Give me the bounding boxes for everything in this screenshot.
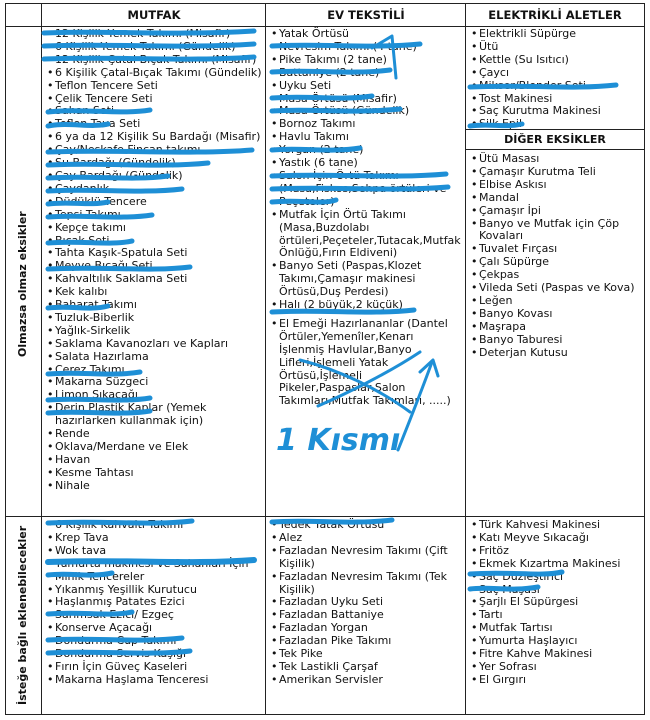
grid-line-v1 (41, 4, 42, 714)
list-item: • Banyo Seti (Paspas,Klozet Takımı,Çamaşır makinesi Örtüsü,Duş Perdesi) (270, 260, 462, 299)
list-item: • Yıkanmış Yeşillik Kurutucu (46, 584, 262, 597)
list-item: • Kepçe takımı (46, 222, 262, 235)
list-item: • Halı (2 büyük,2 küçük) (270, 299, 462, 312)
list-item: • Tepsi Takımı (46, 209, 262, 222)
list-item: • Fazladan Nevresim Takımı (Çift Kişilik) (270, 545, 462, 571)
list-item: • Banyo ve Mutfak için Çöp Kovaları (470, 218, 642, 244)
list-item: • Yumurta Haşlayıcı (470, 635, 642, 648)
list-item: • Bornoz Takımı (270, 118, 462, 131)
list-item: • Kek kalıbı (46, 286, 262, 299)
handwritten-note: 1 Kısmı (276, 423, 401, 458)
list-item: • Fazladan Pike Takımı (270, 635, 462, 648)
list-item: • Makarna Haşlama Tenceresi (46, 674, 262, 687)
row-label-olmazsa: Olmazsa olmaz eksikler (16, 211, 29, 357)
list-item: • Haşlanmış Patates Ezici (46, 596, 262, 609)
list-item: • Fazladan Yorgan (270, 622, 462, 635)
list-item: • Çaycı (470, 67, 642, 80)
list-item: • Tek Pike (270, 648, 462, 661)
list-istege-mutfak (46, 519, 262, 687)
list-item: • Konserve Açacağı (46, 622, 262, 635)
list-item: • Elektrikli Süpürge (470, 28, 642, 41)
list-item: • Yatak Örtüsü (270, 28, 462, 41)
list-item: • Ütü Masası (470, 153, 642, 166)
list-item: • Yer Sofrası (470, 661, 642, 674)
list-item: • Kesme Tahtası (46, 467, 262, 480)
list-item: • Wok tava (46, 545, 262, 558)
cell-olmazsa-diger (470, 153, 642, 360)
grid-line-diger-header (466, 149, 644, 150)
list-item: • Amerikan Servisler (270, 674, 462, 687)
list-item: • Ütü (470, 41, 642, 54)
list-item: • Derin Plastik Kaplar (Yemek hazırlarken kullanmak için) (46, 402, 262, 428)
list-item: • Leğen (470, 295, 642, 308)
list-item: • Tartı (470, 609, 642, 622)
list-item: • Şarjlı El Süpürgesi (470, 596, 642, 609)
grid-line-v2 (265, 4, 266, 714)
list-item: • Havlu Takımı (270, 131, 462, 144)
header-elektrikli: ELEKTRİKLİ ALETLER (466, 4, 644, 27)
list-item: • Yastık (6 tane) (270, 157, 462, 170)
list-item: • Çamaşır Kurutma Teli (470, 166, 642, 179)
list-item: • Çalı Süpürge (470, 256, 642, 269)
list-item: • Deterjan Kutusu (470, 347, 642, 360)
list-item: • Yorgan (2 tane) (270, 144, 462, 157)
list-item: • Dondurma Servis Kaşığı (46, 648, 262, 661)
list-item: • Meyve Bıçağı Seti (46, 260, 262, 273)
cell-olmazsa-mutfak (46, 28, 262, 493)
list-item: • Yumurta makinesi ve Sahanları İçin Minik Tencereler (46, 558, 262, 584)
list-item: • 12 Kişilik Yemek Takımı (Misafir) (46, 28, 262, 41)
list-item: • Fazladan Nevresim Takımı (Tek Kişilik) (270, 571, 462, 597)
list-item: • Bıçak Seti (46, 235, 262, 248)
list-item: • Tahta Kaşık-Spatula Seti (46, 247, 262, 260)
list-item: • Kettle (Su Isıtıcı) (470, 54, 642, 67)
cell-istege-elektrikli (470, 519, 642, 687)
list-item: • Saç Kurutma Makinesi (470, 105, 642, 118)
list-olmazsa-diger (470, 153, 642, 360)
list-item: • Teflon Tava Seti (46, 118, 262, 131)
list-item: • Silk Epil (470, 118, 642, 131)
list-item: • Tuvalet Fırçası (470, 243, 642, 256)
list-item: • Çekpas (470, 269, 642, 282)
checklist-table (5, 3, 645, 715)
list-olmazsa-mutfak (46, 28, 262, 493)
list-item: • Teflon Tencere Seti (46, 80, 262, 93)
cell-olmazsa-ev-tekstili (270, 28, 462, 408)
header-ev-tekstili: EV TEKSTİLİ (266, 4, 466, 27)
list-item: • Battaniye (2 tane) (270, 67, 462, 80)
header-mutfak: MUTFAK (42, 4, 266, 27)
list-item: • Nihale (46, 480, 262, 493)
grid-line-v3 (465, 4, 466, 714)
list-item: • Elbise Askısı (470, 179, 642, 192)
list-item: • Düdüklü Tencere (46, 196, 262, 209)
row-label-istege: İsteğe bağlı eklenebilecekler (16, 525, 29, 705)
list-olmazsa-elektrikli (470, 28, 642, 131)
list-item: • Çelik Tencere Seti (46, 93, 262, 106)
list-item: • Salata Hazırlama (46, 351, 262, 364)
subheader-diger: DİĞER EKSİKLER (504, 133, 606, 146)
list-item: • 6 Kişilik Yemek Takımı (Gündelik) (46, 41, 262, 54)
list-item: • Baharat Takımı (46, 299, 262, 312)
list-item: • Türk Kahvesi Makinesi (470, 519, 642, 532)
list-item: • Banyo Kovası (470, 308, 642, 321)
list-item: • Mandal (470, 192, 642, 205)
list-item: • Çay Bardağı (Gündelik) (46, 170, 262, 183)
cell-istege-mutfak (46, 519, 262, 687)
list-item: • Kahvaltılık Saklama Seti (46, 273, 262, 286)
list-item: • Tedek Yatak Örtüsü (270, 519, 462, 532)
list-item: • Fritöz (470, 545, 642, 558)
list-item: • Sahan Seti (46, 105, 262, 118)
list-item: • Mikser/Blender Seti (470, 80, 642, 93)
list-item: • Alez (270, 532, 462, 545)
list-item: • Makarna Süzgeci (46, 376, 262, 389)
list-item: • El Gırgırı (470, 674, 642, 687)
list-item: • Uyku Seti (270, 80, 462, 93)
list-item: • Yağlık-Sirkelik (46, 325, 262, 338)
list-item: • El Emeği Hazırlananlar (Dantel Örtüler,Yemenîler,Kenarı İşlenmiş Havlular,Banyo Lifleri,İşlemeli Yatak Örtüsü,İşlemeli Pikeler,Paspaslar,Salon Takımları,Mutfak Takımları, .....) (270, 318, 462, 408)
header-spacer (6, 4, 42, 27)
list-item: • Masa Örtüsü (Misafir) (270, 93, 462, 106)
list-item: • Fırın İçin Güveç Kaseleri (46, 661, 262, 674)
list-item: • Mutfak Tartısı (470, 622, 642, 635)
list-item: • Salon İçin Örtü Takımı (Masa,Fiskos,Sehpa örtüleri ve Peçeteler) (270, 170, 462, 209)
list-item: • Krep Tava (46, 532, 262, 545)
list-item: • Fitre Kahve Makinesi (470, 648, 642, 661)
list-item: • Pike Takımı (2 tane) (270, 54, 462, 67)
list-item: • Rende (46, 428, 262, 441)
list-item: • Nevresim Takımı (4 tane) (270, 41, 462, 54)
list-item: • Su Bardağı (Gündelik) (46, 157, 262, 170)
list-item: • Katı Meyve Sıkacağı (470, 532, 642, 545)
list-item: • 12 Kişilik Çatal-Bıçak Takımı (Misafir) (46, 54, 262, 67)
list-item: • Maşrapa (470, 321, 642, 334)
list-item: • 6 Kişilik Çatal-Bıçak Takımı (Gündelik) (46, 67, 262, 80)
list-item: • Tuzluk-Biberlik (46, 312, 262, 325)
list-item: • Limon Sıkacağı (46, 389, 262, 402)
list-item: • Saklama Kavanozları ve Kapları (46, 338, 262, 351)
list-item: • Dondurma Cup Takımı (46, 635, 262, 648)
list-item: • Tek Lastikli Çarşaf (270, 661, 462, 674)
list-item: • 6 ya da 12 Kişilik Su Bardağı (Misafir) (46, 131, 262, 144)
list-item: • Banyo Taburesi (470, 334, 642, 347)
grid-line-row-split (6, 516, 644, 517)
list-item: • Vileda Seti (Paspas ve Kova) (470, 282, 642, 295)
list-item: • Çerez Takımı (46, 364, 262, 377)
list-item: • 6 Kişilik Kahvaltı Takımı (46, 519, 262, 532)
list-istege-ev-tekstili (270, 519, 462, 687)
list-item: • Fazladan Battaniye (270, 609, 462, 622)
list-item: • Fazladan Uyku Seti (270, 596, 462, 609)
list-olmazsa-ev-tekstili (270, 28, 462, 408)
list-item: • Havan (46, 454, 262, 467)
list-item: • Masa Örtüsü (Gündelik) (270, 105, 462, 118)
list-item: • Çay/Neskafe Fincan takımı (46, 144, 262, 157)
list-item: • Çaydanlık (46, 183, 262, 196)
list-item: • Oklava/Merdane ve Elek (46, 441, 262, 454)
list-item: • Saç Maşası (470, 584, 642, 597)
list-item: • Tost Makinesi (470, 93, 642, 106)
list-item: • Mutfak İçin Örtü Takımı (Masa,Buzdolabı örtüleri,Peçeteler,Tutacak,Mutfak Önlüğü,Fırın Eldiveni) (270, 209, 462, 261)
list-item: • Çamaşır İpi (470, 205, 642, 218)
cell-olmazsa-elektrikli (470, 28, 642, 131)
cell-istege-ev-tekstili (270, 519, 462, 687)
list-item: • Saç Düzleştirici (470, 571, 642, 584)
list-istege-elektrikli (470, 519, 642, 687)
list-item: • Sarımsak Ezici/ Ezgeç (46, 609, 262, 622)
list-item: • Ekmek Kızartma Makinesi (470, 558, 642, 571)
